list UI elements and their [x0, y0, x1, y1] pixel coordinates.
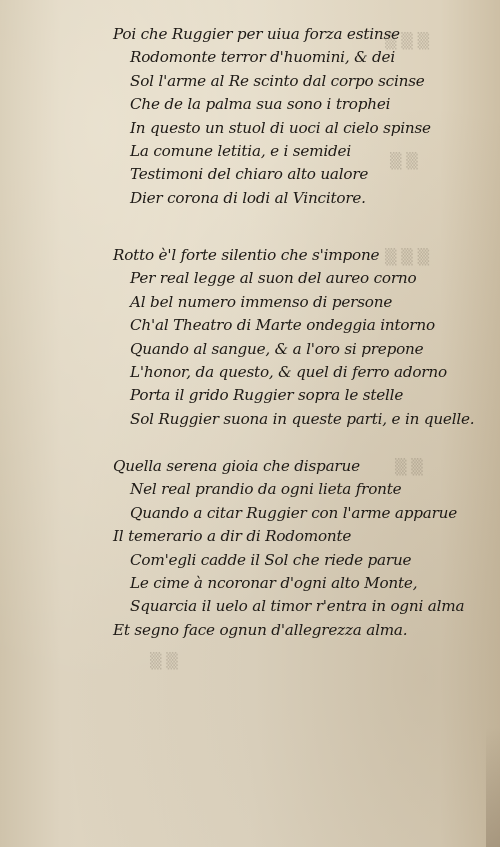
verse-line: Porta il grido Ruggier sopra le stelle: [130, 386, 404, 405]
verse-line: Che de la palma sua sono i trophei: [130, 95, 391, 114]
verse-line: Ch'al Theatro di Marte ondeggia intorno: [130, 316, 435, 335]
verse-line: Et segno face ognun d'allegrezza alma.: [113, 620, 408, 639]
show-through-1: ▒ ▒ ▒: [385, 32, 430, 50]
verse-line: Quella serena gioia che disparue: [113, 457, 360, 475]
verse-line: Sol l'arme al Re scinto dal corpo scinse: [130, 71, 425, 90]
verse-line: Quando a citar Ruggier con l'arme apparue: [130, 503, 458, 522]
verse-line: Per real legge al suon del aureo corno: [130, 269, 417, 288]
show-through-5: ▒ ▒: [150, 652, 178, 670]
verse-line: Le cime à ncoronar d'ogni alto Monte,: [130, 573, 418, 592]
verse-line: Dier corona di lodi al Vincitore.: [130, 188, 366, 207]
verse-line: Quando al sangue, & a l'oro si prepone: [130, 339, 424, 358]
verse-line: Rotto è'l forte silentio che s'impone: [113, 246, 380, 264]
show-through-4: ▒ ▒: [395, 458, 423, 476]
show-through-2: ▒ ▒: [390, 152, 418, 170]
verse-line: Rodomonte terror d'huomini, & dei: [130, 48, 396, 67]
verse-line: Poi che Ruggier per uiua forza estinse: [113, 25, 400, 43]
verse-line: Testimoni del chiaro alto ualore: [130, 165, 369, 184]
verse-line: Squarcia il uelo al timor r'entra in ogni alma: [130, 597, 465, 616]
verse-line: Nel real prandio da ogni lieta fronte: [130, 480, 402, 499]
verse-line: La comune letitia, e i semidei: [130, 141, 351, 160]
verse-line: In questo un stuol di uoci al cielo spinse: [130, 118, 431, 137]
verse-line: Al bel numero immenso di persone: [130, 292, 393, 311]
page-edge-shadow: [486, 727, 500, 847]
stanza-3: [113, 455, 464, 642]
verse-line: Com'egli cadde il Sol che riede parue: [130, 550, 412, 569]
stanza-2: [113, 244, 474, 431]
verse-line: L'honor, da questo, & quel di ferro adorno: [130, 362, 447, 381]
verse-line: Il temerario a dir di Rodomonte: [113, 527, 352, 546]
show-through-3: ▒ ▒ ▒: [385, 248, 430, 266]
verse-line: Sol Ruggier suona in queste parti, e in quelle.: [130, 409, 475, 428]
stanza-1: [113, 23, 431, 210]
